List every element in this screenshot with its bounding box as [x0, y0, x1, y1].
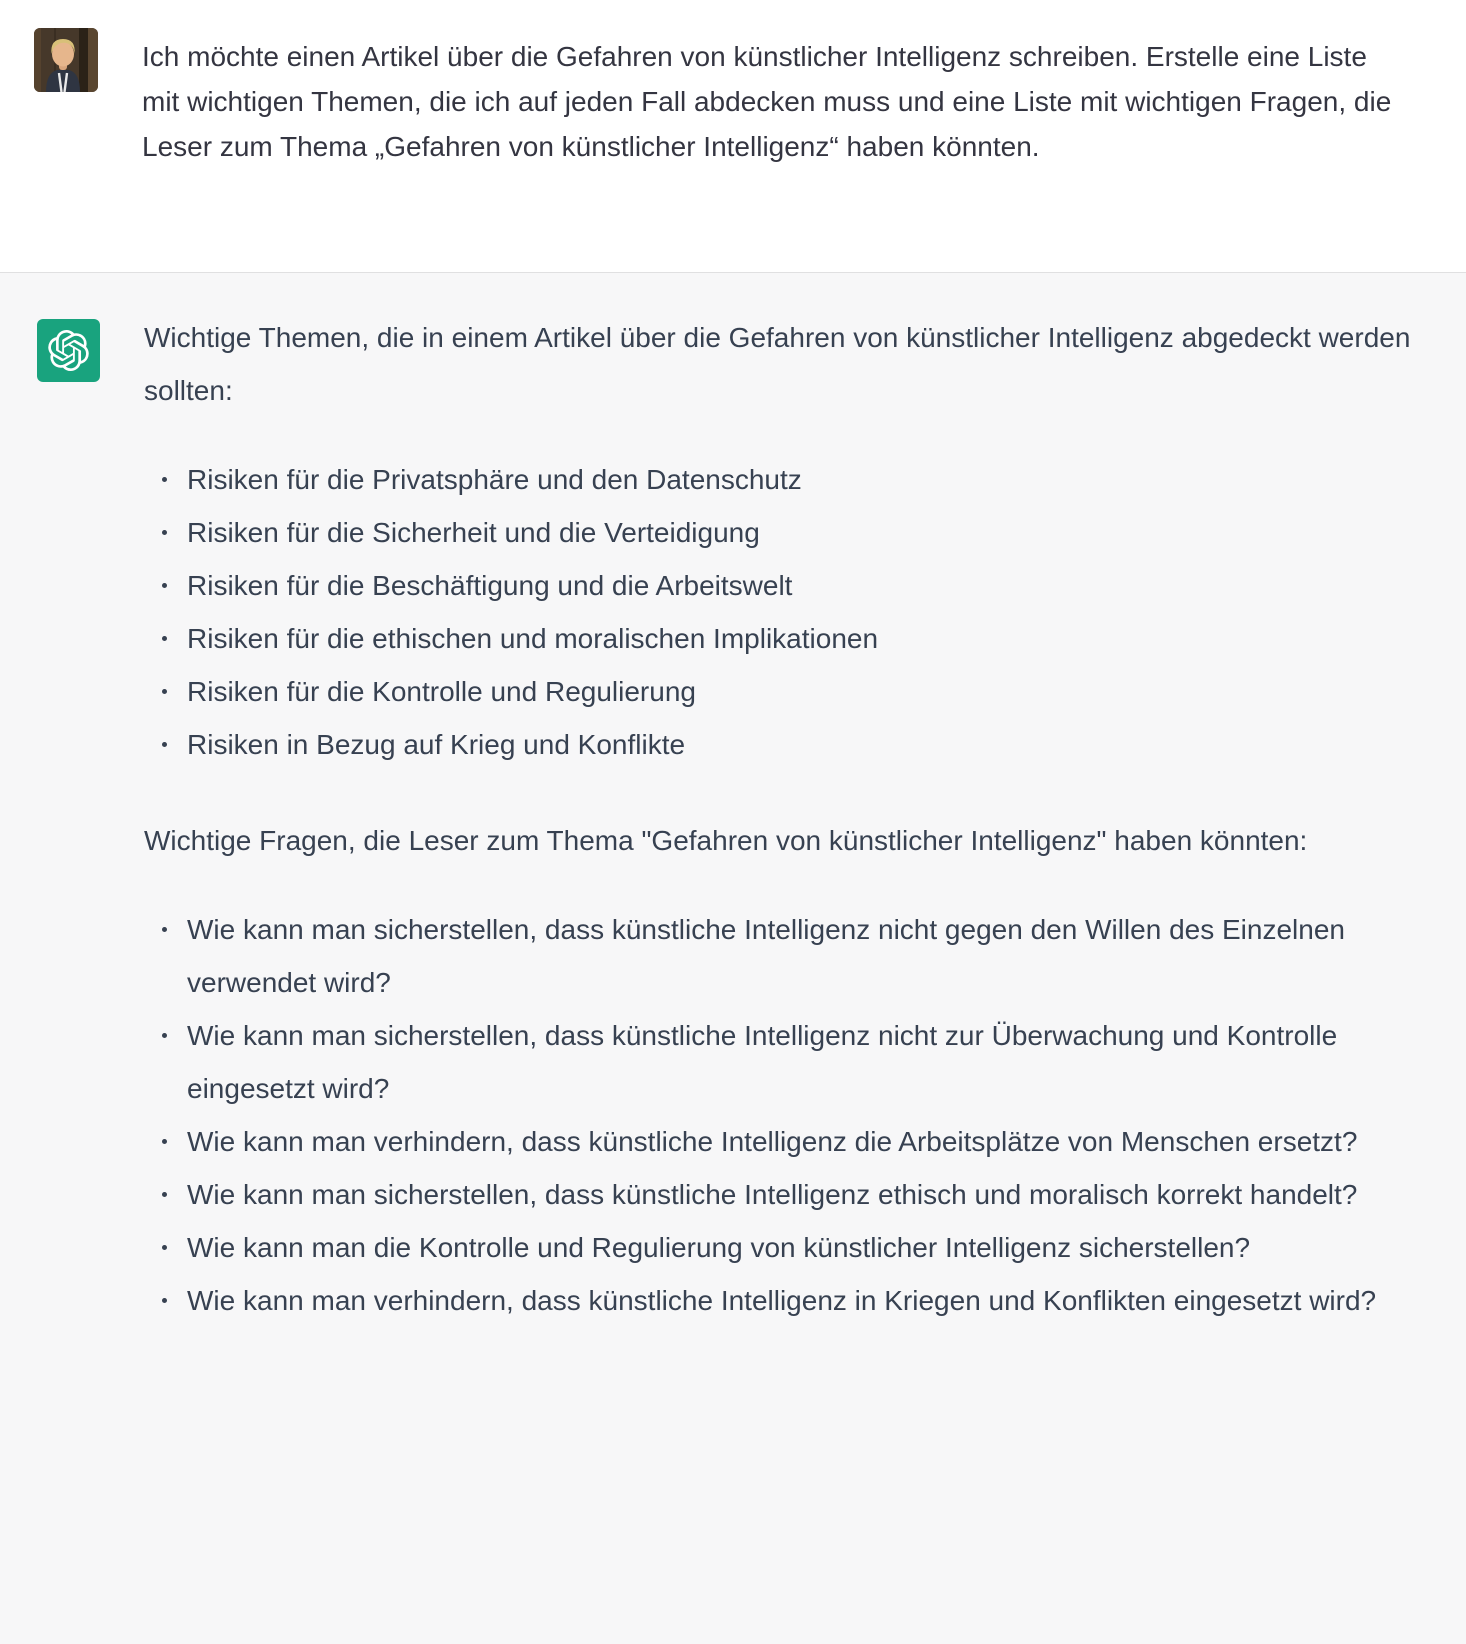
bullet-icon: [162, 689, 167, 694]
bullet-icon: [162, 742, 167, 747]
topics-intro: Wichtige Themen, die in einem Artikel über die Gefahren von künstlicher Intelligenz abgedeckt werden sollten:: [144, 322, 1411, 406]
assistant-message: [144, 311, 1414, 1327]
list-item: [144, 1274, 1414, 1327]
question-text: Wie kann man verhindern, dass künstliche Intelligenz die Arbeitsplätze von Menschen ersetzt?: [187, 1126, 1358, 1157]
openai-logo-icon: [37, 319, 100, 382]
bullet-icon: [162, 530, 167, 535]
list-item: [144, 559, 1414, 612]
topic-text: Risiken für die Kontrolle und Regulierung: [187, 676, 696, 707]
topic-text: Risiken für die Privatsphäre und den Datenschutz: [187, 464, 802, 495]
questions-list: [144, 903, 1414, 1327]
topic-text: Risiken für die ethischen und moralischen Implikationen: [187, 623, 879, 654]
bullet-icon: [162, 636, 167, 641]
topic-text: Risiken für die Beschäftigung und die Arbeitswelt: [187, 570, 793, 601]
bullet-icon: [162, 1139, 167, 1144]
list-item: [144, 1221, 1414, 1274]
list-item: [144, 1115, 1414, 1168]
topics-list: [144, 453, 1414, 771]
list-item: [144, 1009, 1414, 1115]
bullet-icon: [162, 1298, 167, 1303]
list-item: [144, 612, 1414, 665]
topic-text: Risiken für die Sicherheit und die Verteidigung: [187, 517, 760, 548]
list-item: [144, 506, 1414, 559]
user-photo-icon: [34, 28, 98, 92]
bullet-icon: [162, 477, 167, 482]
list-item: [144, 453, 1414, 506]
list-item: [144, 1168, 1414, 1221]
bullet-icon: [162, 927, 167, 932]
question-text: Wie kann man sicherstellen, dass künstliche Intelligenz nicht gegen den Willen des Einzelnen verwendet wird?: [187, 914, 1345, 998]
openai-mark: [48, 330, 89, 371]
topic-text: Risiken in Bezug auf Krieg und Konflikte: [187, 729, 686, 760]
user-message-text: Ich möchte einen Artikel über die Gefahren von künstlicher Intelligenz schreiben. Erstelle eine Liste mit wichtigen Themen, die ich auf jeden Fall abdecken muss und eine Liste mit wichtigen Fragen, die Leser zum Thema „Gefahren von künstlicher Intelligenz“ haben könnten.: [142, 41, 1392, 162]
list-item: [144, 718, 1414, 771]
question-text: Wie kann man verhindern, dass künstliche Intelligenz in Kriegen und Konflikten eingesetzt wird?: [187, 1285, 1377, 1316]
question-text: Wie kann man sicherstellen, dass künstliche Intelligenz nicht zur Überwachung und Kontrolle eingesetzt wird?: [187, 1020, 1338, 1104]
list-item: [144, 665, 1414, 718]
assistant-message-row: [0, 272, 1466, 1643]
question-text: Wie kann man die Kontrolle und Regulierung von künstlicher Intelligenz sicherstellen?: [187, 1232, 1251, 1263]
question-text: Wie kann man sicherstellen, dass künstliche Intelligenz ethisch und moralisch korrekt handelt?: [187, 1179, 1358, 1210]
list-item: [144, 903, 1414, 1009]
bullet-icon: [162, 1192, 167, 1197]
bullet-icon: [162, 1033, 167, 1038]
bullet-icon: [162, 583, 167, 588]
questions-intro: Wichtige Fragen, die Leser zum Thema "Gefahren von künstlicher Intelligenz" haben könnten:: [144, 825, 1308, 856]
user-message-row: [0, 0, 1466, 272]
user-avatar: [34, 28, 98, 92]
bullet-icon: [162, 1245, 167, 1250]
